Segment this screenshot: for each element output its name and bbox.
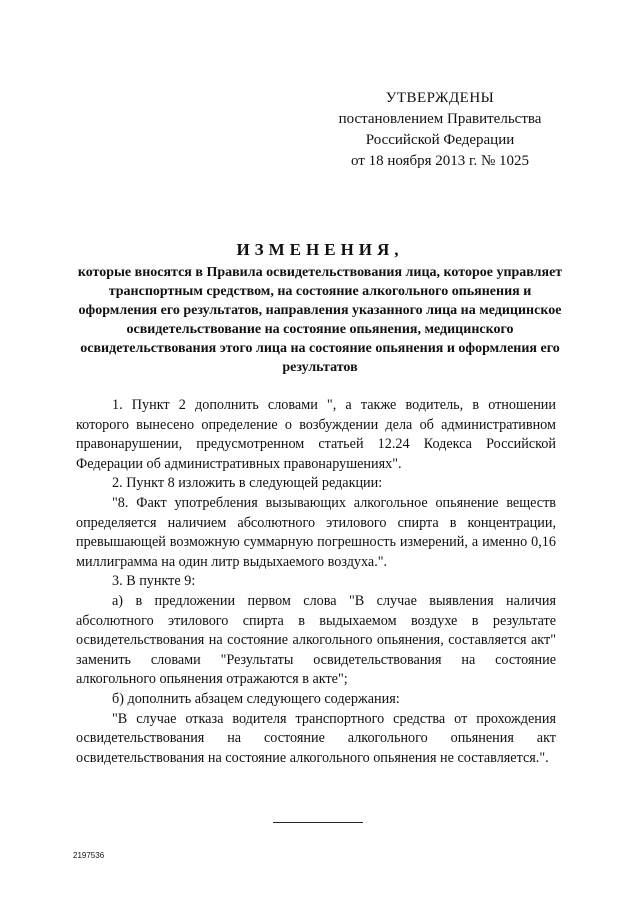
paragraph: б) дополнить абзацем следующего содержания: [112,690,400,707]
approval-line-2: Российской Федерации [365,132,515,148]
approval-line-3: от 18 ноября 2013 г. № 1025 [350,153,530,169]
document-title: ИЗМЕНЕНИЯ, [236,240,404,259]
paragraph: 2. Пункт 8 изложить в следующей редакции: [112,475,383,492]
end-divider [273,822,363,823]
paragraph: "8. Факт употребления вызывающих алкогольное опьянение веществ определяется наличием абсолютного этилового спирта в концентрации, превышающей возможную суммарную погрешность измерений, а именно 0,16 миллиграмма на один литр выдыхаемого воздуха.". [76,494,556,570]
document-number: 2197536 [73,851,105,860]
paragraph: "В случае отказа водителя транспортного средства от прохождения освидетельствования на состояние алкогольного опьянения акт освидетельствования на состояние алкогольного опьянения не составляется.". [76,710,556,766]
approval-block [330,88,550,172]
paragraph: 3. В пункте 9: [112,573,196,590]
paragraph: 1. Пункт 2 дополнить словами ", а также водитель, в отношении которого вынесено определение о возбуждении дела об административном правонарушении, предусмотренном статьей 12.24 Кодекса Российской Федерации об административных правонарушениях". [76,397,556,472]
paragraph: а) в предложении первом слова "В случае выявления наличия абсолютного этилового спирта в выдыхаемом воздухе в результате освидетельствования на состояние алкогольного опьянения, составляется акт" заменить словами "Результаты освидетельствования на состояние алкогольного опьянения отражаются в акте"; [76,592,556,688]
document-subtitle: которые вносятся в Правила освидетельствования лица, которое управляет транспортным средством, на состояние алкогольного опьянения и оформления его результатов, направления указанного лица на медицинское освидетельствование на состояние опьянения, медицинского освидетельствования этого лица на состояние опьянения и оформления его результатов [77,265,563,375]
approval-line-1: постановлением Правительства [338,111,542,127]
approval-heading: УТВЕРЖДЕНЫ [385,90,495,106]
document-body [76,396,556,768]
